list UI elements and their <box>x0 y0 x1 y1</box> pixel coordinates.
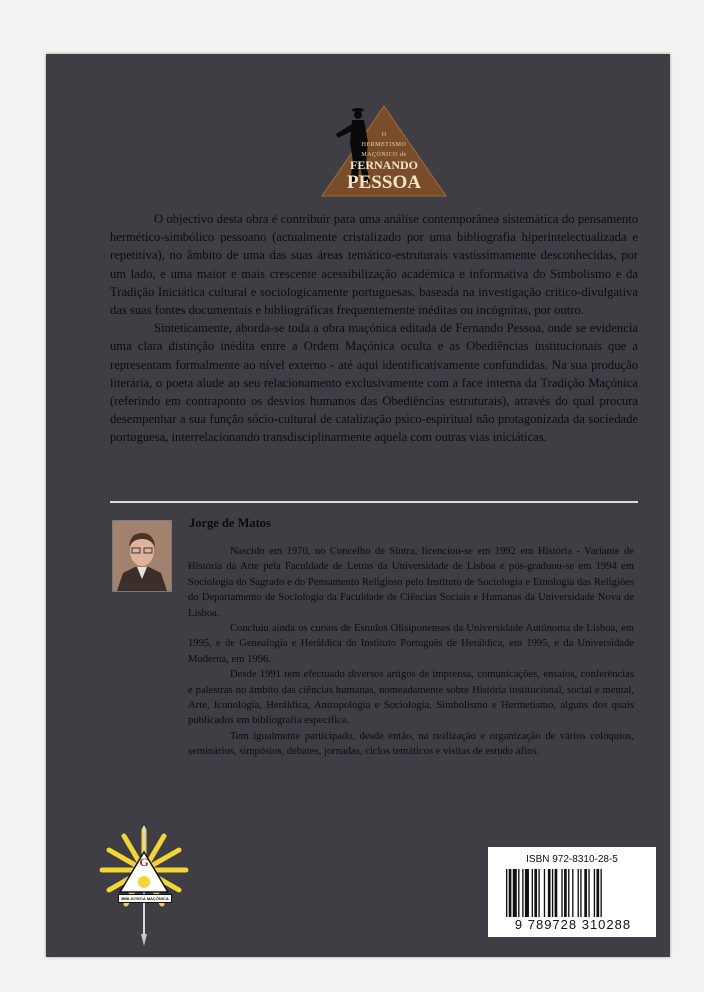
publisher-logo-icon <box>96 822 192 952</box>
isbn-barcode-box <box>488 847 656 937</box>
isbn-digits: 9 789728 310288 <box>514 917 632 932</box>
emblem-line-sub: HERMETISMO <box>361 142 407 148</box>
emblem-name-first: FERNANDO <box>350 158 418 172</box>
barcode-icon <box>504 869 642 917</box>
emblem-line-top: O <box>381 132 387 138</box>
author-name: Jorge de Matos <box>189 516 271 530</box>
bio-paragraph: Concluiu ainda os cursos de Estudos Olisiponenses da Universidade Autónoma de Lisboa, em 1995, e de Genealogia e Heráldica do Instituto Português de Heráldica, em 1995, e da Universidade Moderna, em 1996. <box>188 623 634 665</box>
isbn-label: ISBN 972-8310-28-5 <box>526 854 618 865</box>
back-cover <box>46 54 670 957</box>
emblem-line-mid-word: MAÇÓNICO <box>361 152 398 158</box>
synopsis <box>110 210 638 447</box>
synopsis-paragraph: O objectivo desta obra é contribuir para uma análise contemporânea sistemática do pensamento hermético-simbólico pessoano (actualmente cristalizado por uma bibliografia hiperintelectualizada e repetitiva), no âmbito de uma das suas áreas temático-estruturais vastíssimamente desconhecidas, por um lado, e uma maior e mais crescente acessibilização académica e informativa do Simbolismo e da Tradição Iniciática cultural e sociologicamente portuguesas, baseada na investigação crítico-divulgativa das suas fontes documentais e bibliográficas frequentemente inéditas ou incógnitas, por outro. <box>110 212 638 318</box>
publisher-logo <box>96 822 192 952</box>
emblem-line-of: de <box>400 152 407 158</box>
divider <box>110 501 638 503</box>
title-emblem <box>314 102 454 198</box>
logo-letter: G <box>139 855 149 869</box>
logo-label: BIBLIOTECA MAÇÓNICA <box>118 894 172 903</box>
author-bio <box>188 544 634 760</box>
synopsis-paragraph: Sinteticamente, aborda-se toda a obra maçónica editada de Fernando Pessoa, onde se evidencia uma clara distinção inédita entre a Ordem Maçónica oculta e as Obediências institucionais que a representam formalmente ao nível externo - até aqui identificativamente confundidas. Na sua produção literária, o poeta alude ao seu relacionamento exclusivamente com a face interna da Tradição Maçónica (referindo em contraponto os desvios humanos das Obediências estruturais), através do qual procura desempenhar a sua função sócio-cultural de catalização psico-espiritual não protagonizada da sociedade portuguesa, interrelacionando transdisciplinarmente aquela com outras vias iniciáticas. <box>110 321 638 445</box>
emblem-name-last: PESSOA <box>347 172 421 193</box>
author-portrait-icon <box>113 521 171 591</box>
author-photo <box>112 520 172 592</box>
bio-paragraph: Nascido em 1970, no Concelho de Sintra, licenciou-se em 1992 em História - Variante de História da Arte pela Faculdade de Letras da Universidade de Lisboa e pós-graduou-se em 1994 em Sociologia do Sagrado e do Pensamento Religioso pelo Instituto de Sociologia e Etnologia das Religiões do Departamento de Sociologia da Faculdade de Ciências Sociais e Humanas da Universidade Nova de Lisboa. <box>188 546 634 619</box>
bio-paragraph: Desde 1991 tem efectuado diversos artigos de imprensa, comunicações, ensaios, conferências e palestras no âmbito das ciências humanas, nomeadamente sobre História institucional, social e mental, Arte, Iconologia, Heráldica, Antropologia e Sociologia, Simbolismo e Hermetismo, alguns dos quais publicados em bibliografia específica. <box>188 669 634 727</box>
bio-paragraph: Tem igualmente participado, desde então, na realização e organização de vários colóquios, seminários, simpósios, debates, jornadas, ciclos temáticos e visitas de estudo afins. <box>188 730 634 758</box>
